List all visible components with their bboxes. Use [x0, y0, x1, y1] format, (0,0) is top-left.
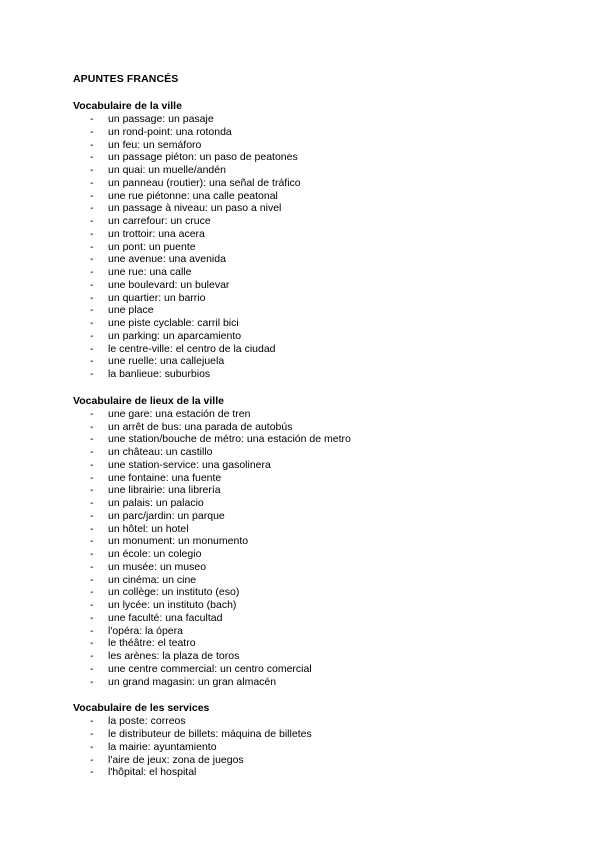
section-city-places-vocabulary	[73, 395, 573, 689]
bullet-dash: -	[90, 151, 94, 164]
list-item-text: un panneau (routier): una señal de tráfico	[108, 176, 301, 189]
list-item-text: un cinéma: un cine	[108, 573, 197, 586]
list-item-text: un parc/jardin: un parque	[108, 509, 225, 522]
list-item-text: les arènes: la plaza de toros	[108, 650, 240, 662]
bullet-dash: -	[90, 176, 94, 189]
section-services-vocabulary	[73, 702, 573, 779]
list-item	[73, 139, 573, 152]
list-item	[73, 766, 573, 779]
list-item	[73, 548, 573, 561]
list-item	[73, 330, 573, 343]
list-item-text: un quartier: un barrio	[108, 291, 206, 304]
list-item	[73, 421, 573, 434]
list-item-text: un rond-point: una rotonda	[108, 125, 232, 138]
list-item-text: une rue piétonne: una calle peatonal	[108, 189, 278, 202]
list-item-text: une rue: una calle	[108, 266, 192, 278]
bullet-dash: -	[90, 535, 94, 548]
bullet-dash: -	[90, 740, 94, 753]
bullet-dash: -	[90, 291, 94, 304]
list-item-text: une boulevard: un bulevar	[108, 278, 230, 291]
list-item	[73, 253, 573, 266]
list-item-text: un école: un colegio	[108, 548, 202, 560]
list-item	[73, 177, 573, 190]
bullet-dash: -	[90, 484, 94, 497]
list-item	[73, 151, 573, 164]
list-item-text: la poste: correos	[108, 715, 186, 728]
list-item-text: un passage à niveau: un paso a nivel	[108, 202, 282, 215]
list-item	[73, 113, 573, 126]
list-item-text: un quai: un muelle/andén	[108, 164, 226, 176]
section-heading: Vocabulaire de les services	[73, 702, 210, 715]
list-item-text: un arrêt de bus: una parada de autobús	[108, 420, 293, 433]
list-item	[73, 637, 573, 650]
bullet-dash: -	[90, 355, 94, 368]
list-item-text: le centre-ville: el centro de la ciudad	[108, 342, 276, 355]
list-item	[73, 433, 573, 446]
list-item-text: un passage piéton: un paso de peatones	[108, 151, 298, 164]
list-item	[73, 446, 573, 459]
bullet-dash: -	[90, 611, 94, 624]
list-item-text: la mairie: ayuntamiento	[108, 740, 217, 753]
list-item	[73, 343, 573, 356]
bullet-dash: -	[90, 560, 94, 573]
bullet-dash: -	[90, 573, 94, 586]
list-item-text: une station/bouche de métro: una estación de metro	[108, 433, 351, 446]
list-item-text: une piste cyclable: carril bici	[108, 317, 239, 329]
bullet-dash: -	[90, 266, 94, 278]
list-item	[73, 215, 573, 228]
list-item-text: un pont: un puente	[108, 240, 196, 253]
list-item-text: une station-service: una gasolinera	[108, 458, 271, 471]
list-item-text: un musée: un museo	[108, 560, 207, 573]
list-item	[73, 561, 573, 574]
bullet-dash: -	[90, 753, 94, 766]
list-item	[73, 368, 573, 381]
bullet-dash: -	[90, 202, 94, 215]
document-page	[73, 73, 573, 779]
list-item	[73, 304, 573, 317]
bullet-dash: -	[90, 650, 94, 662]
list-item	[73, 535, 573, 548]
list-item-text: un carrefour: un cruce	[108, 215, 211, 227]
bullet-dash: -	[90, 253, 94, 266]
bullet-dash: -	[90, 368, 94, 380]
bullet-dash: -	[90, 125, 94, 138]
bullet-dash: -	[90, 227, 94, 240]
bullet-dash: -	[90, 304, 94, 317]
list-item	[73, 741, 573, 754]
list-item-text: l'opéra: la ópera	[108, 624, 183, 637]
list-item	[73, 202, 573, 215]
vocabulary-list	[73, 715, 573, 779]
list-item	[73, 715, 573, 728]
vocabulary-list	[73, 408, 573, 689]
bullet-dash: -	[90, 662, 94, 675]
bullet-dash: -	[90, 278, 94, 291]
list-item	[73, 164, 573, 177]
bullet-dash: -	[90, 317, 94, 329]
list-item-text: un lycée: un instituto (bach)	[108, 599, 237, 611]
bullet-dash: -	[90, 342, 94, 355]
list-item-text: une faculté: una facultad	[108, 611, 223, 624]
list-item-text: une place	[108, 304, 154, 317]
list-item	[73, 663, 573, 676]
bullet-dash: -	[90, 624, 94, 637]
bullet-dash: -	[90, 407, 94, 420]
bullet-dash: -	[90, 446, 94, 458]
list-item	[73, 586, 573, 599]
list-item-text: une centre commercial: un centro comercial	[108, 662, 312, 675]
bullet-dash: -	[90, 138, 94, 151]
bullet-dash: -	[90, 471, 94, 484]
list-item	[73, 650, 573, 663]
document-title: APUNTES FRANCÉS	[73, 73, 179, 85]
bullet-dash: -	[90, 522, 94, 535]
list-item-text: l'hôpital: el hospital	[108, 766, 197, 779]
bullet-dash: -	[90, 548, 94, 560]
list-item-text: un passage: un pasaje	[108, 113, 214, 125]
list-item-text: une avenue: una avenida	[108, 253, 226, 266]
list-item	[73, 292, 573, 305]
bullet-dash: -	[90, 715, 94, 728]
list-item-text: une librairie: una librería	[108, 484, 221, 497]
list-item-text: une fontaine: una fuente	[108, 471, 222, 484]
list-item-text: un hôtel: un hotel	[108, 522, 189, 535]
bullet-dash: -	[90, 458, 94, 471]
bullet-dash: -	[90, 329, 94, 342]
list-item	[73, 754, 573, 767]
list-item	[73, 355, 573, 368]
bullet-dash: -	[90, 637, 94, 650]
bullet-dash: -	[90, 113, 94, 125]
bullet-dash: -	[90, 599, 94, 611]
bullet-dash: -	[90, 497, 94, 509]
list-item	[73, 510, 573, 523]
list-item-text: l'aire de jeux: zona de juegos	[108, 753, 244, 766]
list-item	[73, 472, 573, 485]
list-item	[73, 241, 573, 254]
list-item	[73, 266, 573, 279]
list-item	[73, 190, 573, 203]
list-item-text: un collège: un instituto (eso)	[108, 586, 240, 599]
bullet-dash: -	[90, 215, 94, 227]
bullet-dash: -	[90, 586, 94, 599]
vocabulary-list	[73, 113, 573, 381]
bullet-dash: -	[90, 240, 94, 253]
bullet-dash: -	[90, 164, 94, 176]
list-item-text: un monument: un monumento	[108, 535, 249, 548]
list-item	[73, 728, 573, 741]
list-item-text: le théâtre: el teatro	[108, 637, 196, 650]
list-item	[73, 279, 573, 292]
list-item-text: une gare: una estación de tren	[108, 407, 251, 420]
list-item	[73, 228, 573, 241]
list-item-text: un palais: un palacio	[108, 497, 204, 509]
bullet-dash: -	[90, 675, 94, 688]
section-heading: Vocabulaire de la ville	[73, 100, 182, 112]
list-item	[73, 459, 573, 472]
list-item	[73, 523, 573, 536]
bullet-dash: -	[90, 728, 94, 740]
list-item-text: un feu: un semáforo	[108, 138, 202, 151]
list-item	[73, 599, 573, 612]
list-item-text: la banlieue: suburbios	[108, 368, 211, 380]
list-item-text: un grand magasin: un gran almacén	[108, 675, 277, 688]
list-item	[73, 408, 573, 421]
list-item-text: une ruelle: una callejuela	[108, 355, 225, 368]
bullet-dash: -	[90, 420, 94, 433]
bullet-dash: -	[90, 766, 94, 779]
list-item-text: un château: un castillo	[108, 446, 213, 458]
section-heading: Vocabulaire de lieux de la ville	[73, 394, 224, 407]
list-item	[73, 612, 573, 625]
bullet-dash: -	[90, 433, 94, 446]
list-item	[73, 317, 573, 330]
section-city-vocabulary	[73, 100, 573, 381]
bullet-dash: -	[90, 189, 94, 202]
list-item	[73, 126, 573, 139]
list-item	[73, 484, 573, 497]
list-item	[73, 497, 573, 510]
list-item-text: un parking: un aparcamiento	[108, 329, 242, 342]
bullet-dash: -	[90, 509, 94, 522]
list-item-text: un trottoir: una acera	[108, 227, 205, 240]
list-item	[73, 625, 573, 638]
list-item	[73, 676, 573, 689]
list-item-text: le distributeur de billets: máquina de billetes	[108, 728, 312, 740]
list-item	[73, 574, 573, 587]
